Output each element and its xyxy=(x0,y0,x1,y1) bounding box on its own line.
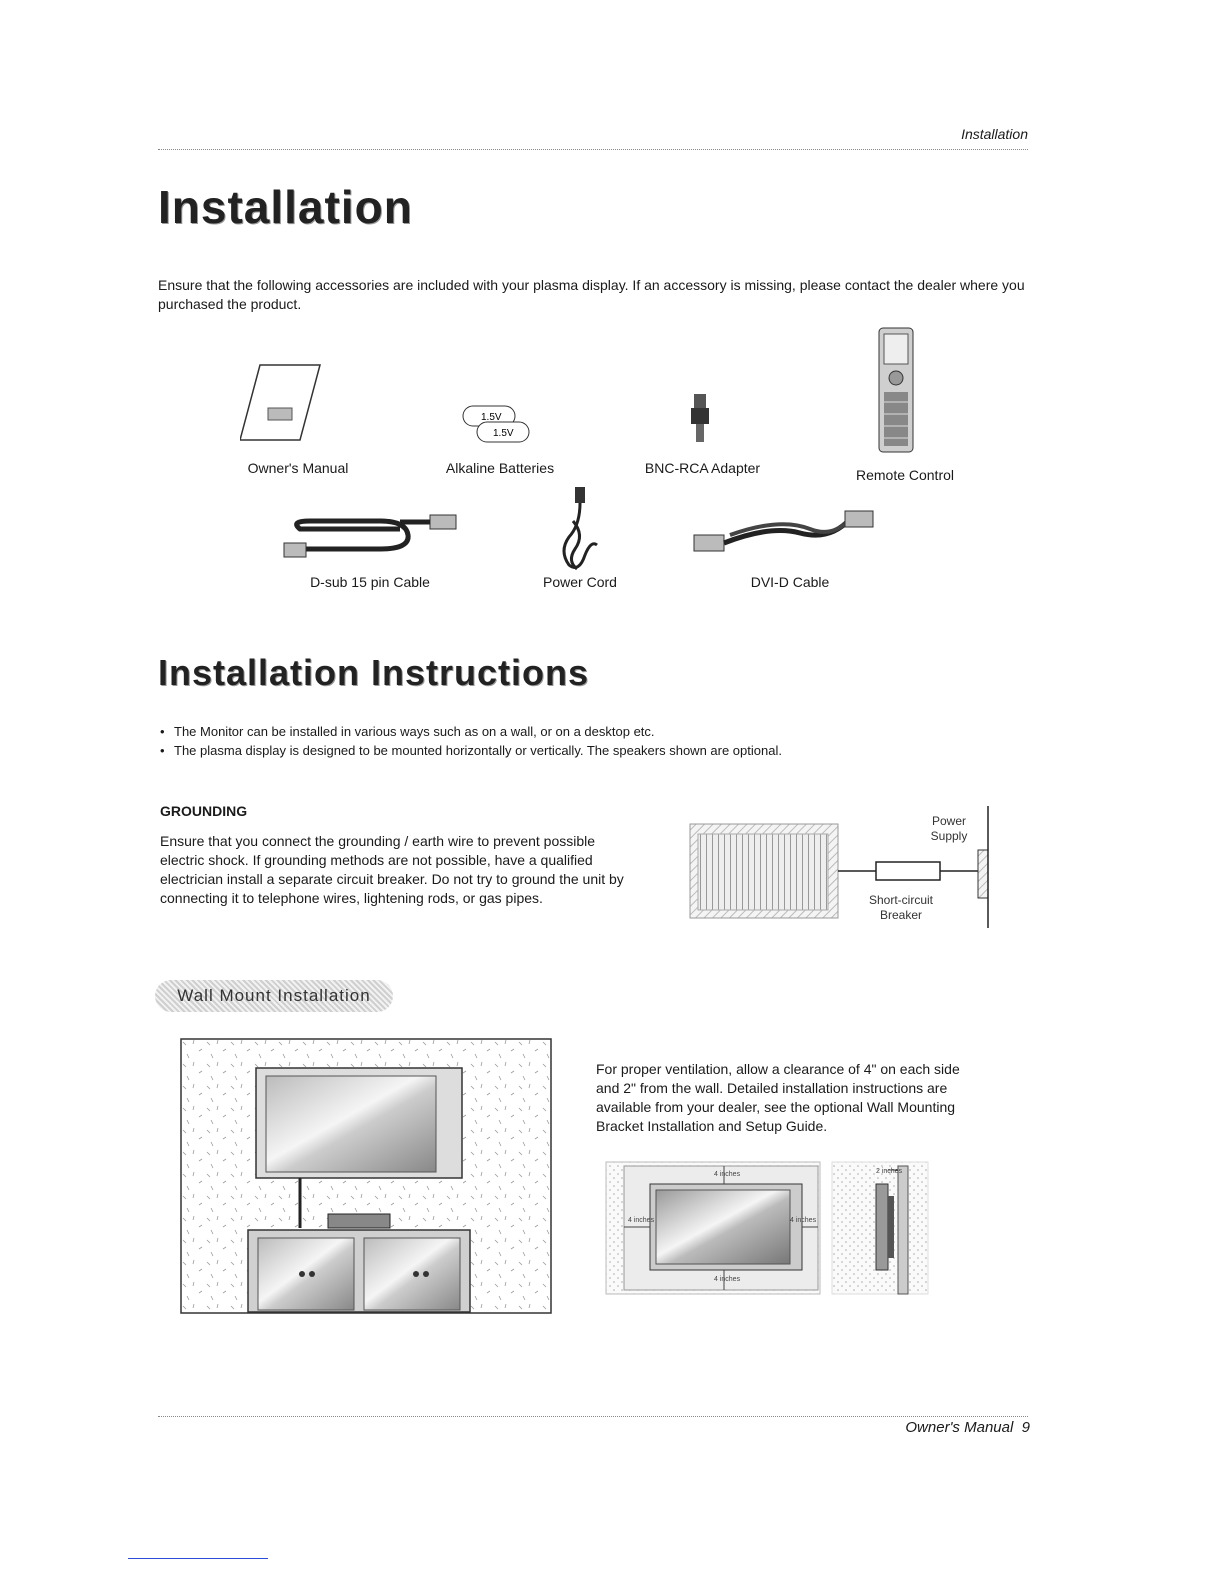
clearance-diagram xyxy=(604,1160,932,1298)
breaker-label: Short-circuit Breaker xyxy=(868,893,933,922)
wall-mount-label: Wall Mount Installation xyxy=(155,980,393,1012)
wall-mount-illustration xyxy=(180,1038,552,1314)
batteries-icon xyxy=(455,400,545,450)
running-header: Installation xyxy=(961,126,1028,142)
accessory-label-manual: Owner's Manual xyxy=(247,460,349,476)
page-title: Installation xyxy=(158,181,413,233)
page-number: 9 xyxy=(1021,1419,1030,1436)
clearance-left-label: 4 inches xyxy=(628,1217,655,1224)
accessory-label-dvi: DVI-D Cable xyxy=(750,574,830,590)
dsub-cable-icon xyxy=(280,505,470,565)
instructions-list xyxy=(158,722,1018,760)
battery-text-1: 1.5V xyxy=(481,412,502,423)
grounding-heading: GROUNDING xyxy=(160,803,248,819)
power-supply-label: Power Supply xyxy=(930,814,968,843)
grounding-text: Ensure that you connect the grounding / earth wire to prevent possible electric shock. If grounding methods are not possible, have a qualified electrician install a separate circuit breaker. Do not try to ground the unit by connecting it to telephone wires, lightening rods, or gas pipes. xyxy=(160,833,624,906)
footer-rule xyxy=(158,1416,1028,1417)
instructions-title: Installation Instructions xyxy=(158,652,590,693)
bottom-link-underline xyxy=(128,1558,268,1559)
remote-control-icon xyxy=(876,326,916,454)
wall-mount-text: For proper ventilation, allow a clearance of 4" on each side and 2" from the wall. Detailed installation instructions are available from your dealer, see the optional Wall Mounting Bracket Installation and Setup Guide. xyxy=(596,1061,960,1134)
instruction-item: • The plasma display is designed to be mounted horizontally or vertically. The speakers shown are optional. xyxy=(158,741,1018,760)
accessory-label-batteries: Alkaline Batteries xyxy=(445,460,555,476)
clearance-top-label: 4 inches xyxy=(714,1171,741,1178)
accessory-label-adapter: BNC-RCA Adapter xyxy=(644,460,761,476)
header-rule xyxy=(158,149,1028,150)
dvi-cable-icon xyxy=(690,505,880,560)
power-cord-icon xyxy=(555,485,605,575)
clearance-right-label: 4 inches xyxy=(790,1217,817,1224)
owners-manual-icon xyxy=(240,360,340,450)
accessory-label-dsub: D-sub 15 pin Cable xyxy=(310,574,430,590)
intro-paragraph: Ensure that the following accessories are included with your plasma display. If an accessory is missing, please contact the dealer where you purchased the product. xyxy=(158,277,1025,312)
clearance-bottom-label: 4 inches xyxy=(714,1276,741,1283)
footer-label: Owner's Manual xyxy=(905,1419,1014,1436)
instruction-item: • The Monitor can be installed in various ways such as on a wall, or on a desktop etc. xyxy=(158,722,1018,741)
bnc-rca-adapter-icon xyxy=(685,390,715,450)
accessory-label-remote: Remote Control xyxy=(855,467,955,483)
footer xyxy=(860,1419,1030,1436)
battery-text-2: 1.5V xyxy=(493,428,514,439)
clearance-wall-label: 2 inches xyxy=(876,1168,903,1175)
accessory-label-power-cord: Power Cord xyxy=(543,574,617,590)
